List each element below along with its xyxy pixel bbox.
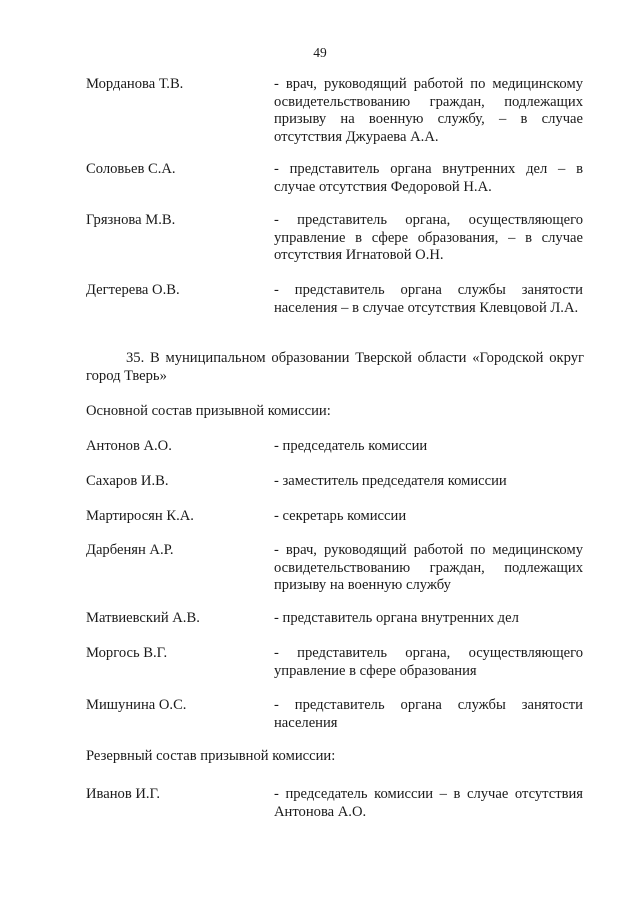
member-role: - заместитель председателя комиссии: [274, 473, 507, 489]
member-name: Соловьев С.А.: [86, 161, 176, 177]
member-name: Матвиевский А.В.: [86, 610, 200, 626]
member-name: Грязнова М.В.: [86, 212, 176, 228]
member-role: - представитель органа, осуществляющего управление в сфере образования: [274, 645, 583, 679]
member-name: Сахаров И.В.: [86, 473, 169, 489]
member-role: - представитель органа службы занятости населения: [274, 697, 583, 731]
section-35-paragraph: 35. В муниципальном образовании Тверской области «Городской округ город Тверь»: [86, 350, 584, 384]
member-name: Иванов И.Г.: [86, 786, 160, 802]
member-role: - представитель органа внутренних дел – в случае отсутствия Федоровой Н.А.: [274, 161, 583, 195]
member-role: - врач, руководящий работой по медицинскому освидетельствованию граждан, подлежащих призыву на военную службу: [274, 542, 583, 593]
member-name: Дарбенян А.Р.: [86, 542, 174, 558]
member-role: - представитель органа, осуществляющего управление в сфере образования, – в случае отсутствия Игнатовой О.Н.: [274, 212, 583, 263]
page-number: 49: [313, 45, 327, 60]
member-role: - председатель комиссии – в случае отсутствия Антонова А.О.: [274, 786, 583, 820]
member-name: Дегтерева О.В.: [86, 282, 180, 298]
reserve-composition-heading: Резервный состав призывной комиссии:: [86, 748, 336, 764]
member-role: - представитель органа внутренних дел: [274, 610, 519, 626]
member-name: Моргось В.Г.: [86, 645, 168, 661]
member-name: Антонов А.О.: [86, 438, 172, 454]
member-name: Мишунина О.С.: [86, 697, 187, 713]
member-name: Морданова Т.В.: [86, 76, 184, 92]
member-role: - секретарь комиссии: [274, 508, 407, 524]
main-composition-heading: Основной состав призывной комиссии:: [86, 403, 331, 419]
member-role: - председатель комиссии: [274, 438, 428, 454]
member-role: - представитель органа службы занятости населения – в случае отсутствия Клевцовой Л.А.: [274, 282, 583, 316]
member-role: - врач, руководящий работой по медицинскому освидетельствованию граждан, подлежащих призыву на военную службу, – в случае отсутствия Джураева А.А.: [274, 76, 583, 145]
member-name: Мартиросян К.А.: [86, 508, 194, 524]
